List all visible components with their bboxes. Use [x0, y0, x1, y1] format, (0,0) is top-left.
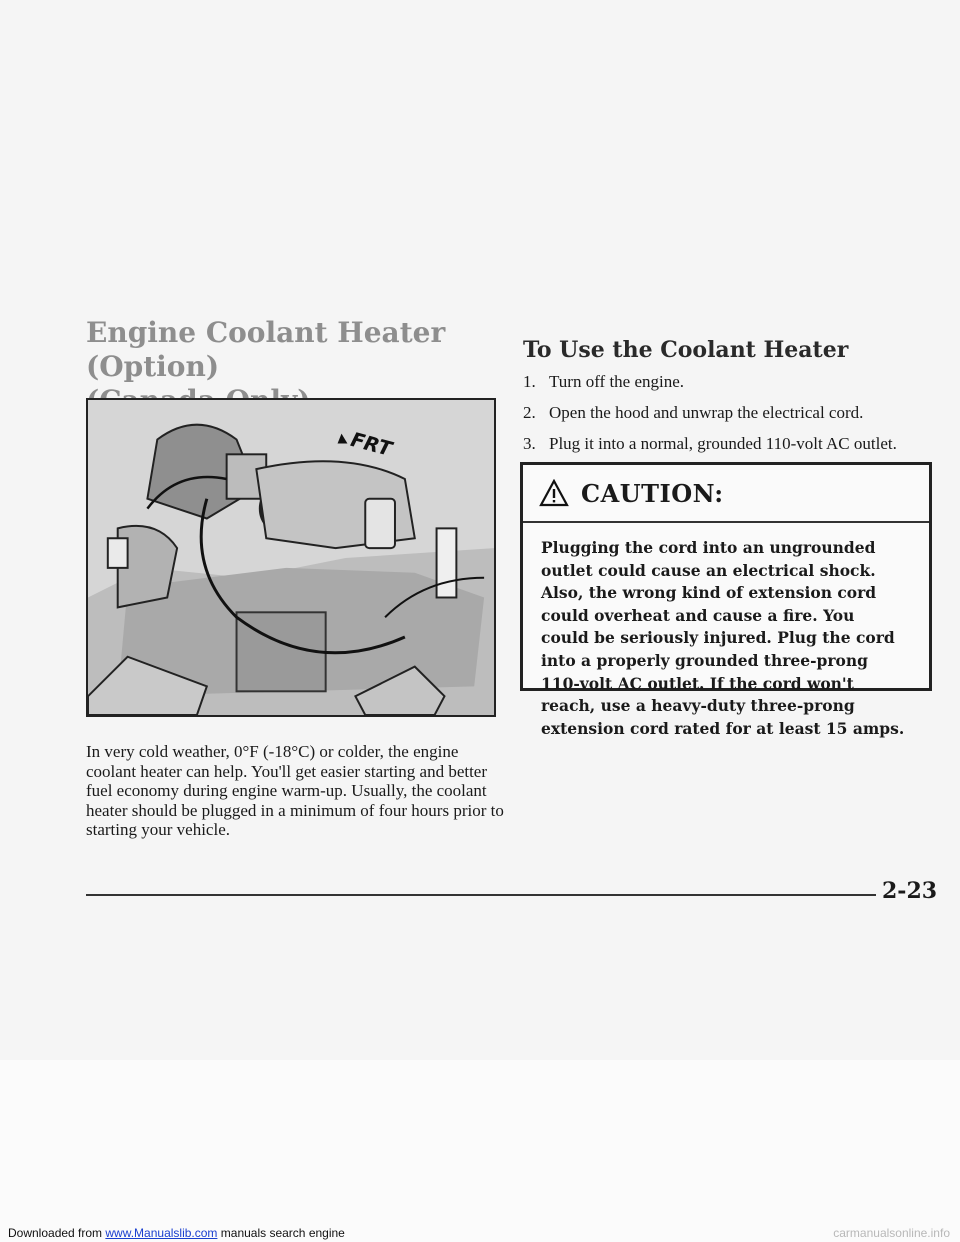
section-title-line-1: Engine Coolant Heater (Option)	[86, 316, 446, 383]
download-suffix: manuals search engine	[217, 1226, 345, 1240]
caution-header	[523, 465, 929, 523]
step-item	[523, 372, 943, 392]
step-item	[523, 434, 943, 454]
front-label: FRT	[348, 428, 395, 461]
download-notice	[8, 1226, 345, 1240]
manualslib-link[interactable]: www.Manualslib.com	[105, 1226, 218, 1240]
warning-triangle-icon	[539, 479, 569, 507]
step-item	[523, 403, 943, 423]
step-text: Plug it into a normal, grounded 110-volt AC outlet.	[549, 434, 897, 453]
step-number: 3.	[523, 434, 536, 453]
step-number: 2.	[523, 403, 536, 422]
watermark-text: carmanualsonline.info	[833, 1226, 950, 1240]
step-text: Turn off the engine.	[549, 372, 685, 391]
instruction-steps	[523, 372, 943, 465]
step-number: 1.	[523, 372, 536, 391]
caution-label: CAUTION:	[581, 478, 724, 508]
caution-box	[520, 462, 932, 738]
engine-drawing	[88, 400, 494, 715]
caution-text: Plugging the cord into an ungrounded outlet could cause an electrical shock. Also, the wrong kind of extension cord could overheat and cause a fire. You could be seriously injured. Plug the cord into a properly grounded three-prong 110-volt AC outlet. If the cord won't reach, use a heavy-duty three-prong extension cord rated for at least 15 amps.	[541, 538, 905, 738]
body-paragraph: In very cold weather, 0°F (-18°C) or colder, the engine coolant heater can help. You'll get easier starting and better fuel economy during engine warm-up. Usually, the coolant heater should be plugged in a minimum of four hours prior to starting your vehicle.	[86, 742, 504, 839]
download-prefix: Downloaded from	[8, 1226, 106, 1240]
engine-illustration	[86, 398, 496, 717]
step-text: Open the hood and unwrap the electrical cord.	[549, 403, 864, 422]
footer-divider	[86, 894, 876, 896]
page-number: 2-23	[882, 878, 938, 904]
instructions-title: To Use the Coolant Heater	[523, 337, 849, 363]
